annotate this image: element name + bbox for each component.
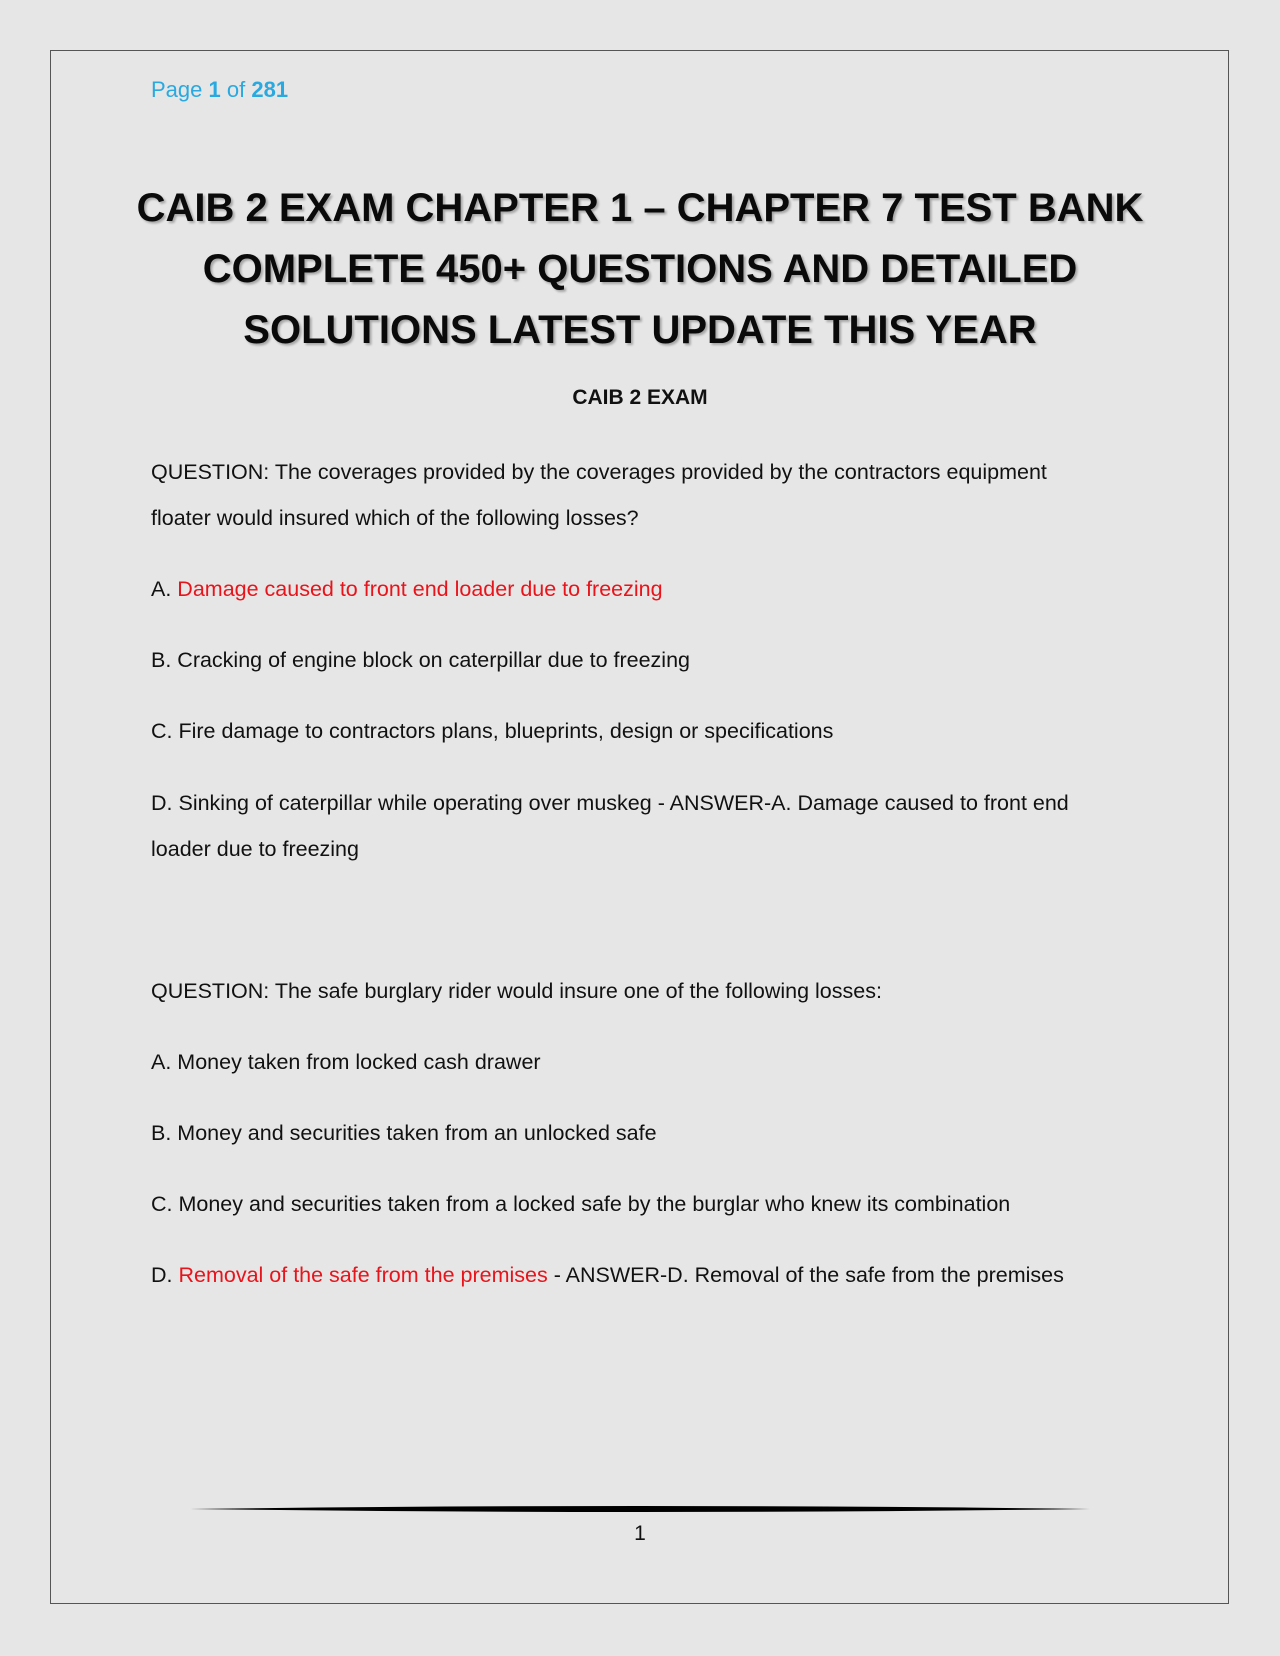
total-page-count: 281 xyxy=(251,77,289,102)
question-1-option-a xyxy=(151,566,1151,612)
question-1-line-2: floater would insured which of the following losses? xyxy=(151,506,639,530)
option-a-prefix: A. xyxy=(151,577,178,601)
question-2-text: QUESTION: The safe burglary rider would insure one of the following losses: xyxy=(151,979,882,1003)
current-page-number: 1 xyxy=(208,77,221,102)
question-2-option-c: C. Money and securities taken from a locked safe by the burglar who knew its combination xyxy=(151,1192,1011,1216)
question-1-option-b: B. Cracking of engine block on caterpillar due to freezing xyxy=(151,648,691,672)
question-2-option-d xyxy=(151,1252,1231,1298)
option-d-correct-answer: Removal of the safe from the premises xyxy=(178,1263,548,1287)
question-1-text xyxy=(151,449,1151,541)
document-subtitle: CAIB 2 EXAM xyxy=(572,386,708,409)
title-line-1: CAIB 2 EXAM CHAPTER 1 – CHAPTER 7 TEST BANK xyxy=(136,186,1144,230)
footer-page-number: 1 xyxy=(634,1522,646,1545)
option-d-prefix: D. xyxy=(151,1263,179,1287)
title-line-2: COMPLETE 450+ QUESTIONS AND DETAILED xyxy=(202,247,1078,291)
question-1-option-d xyxy=(151,780,1151,872)
option-d-line-2: loader due to freezing xyxy=(151,837,359,861)
title-line-3: SOLUTIONS LATEST UPDATE THIS YEAR xyxy=(243,308,1037,352)
page-counter-of: of xyxy=(226,77,246,102)
footer-divider xyxy=(190,1504,1090,1514)
option-a-correct-answer: Damage caused to front end loader due to freezing xyxy=(177,577,663,601)
question-1-option-c: C. Fire damage to contractors plans, blueprints, design or specifications xyxy=(151,719,834,743)
option-d-answer-key: - ANSWER-D. Removal of the safe from the premises xyxy=(547,1263,1064,1287)
question-2-option-b: B. Money and securities taken from an unlocked safe xyxy=(151,1121,657,1145)
option-d-line-1: D. Sinking of caterpillar while operating over muskeg - ANSWER-A. Damage caused to front end xyxy=(151,791,1069,815)
question-2-option-a: A. Money taken from locked cash drawer xyxy=(151,1050,541,1074)
question-1-line-1: QUESTION: The coverages provided by the coverages provided by the contractors equipment xyxy=(151,460,1047,484)
page-counter xyxy=(151,77,288,103)
page-counter-label: Page xyxy=(151,77,203,102)
document-title xyxy=(100,178,1180,361)
